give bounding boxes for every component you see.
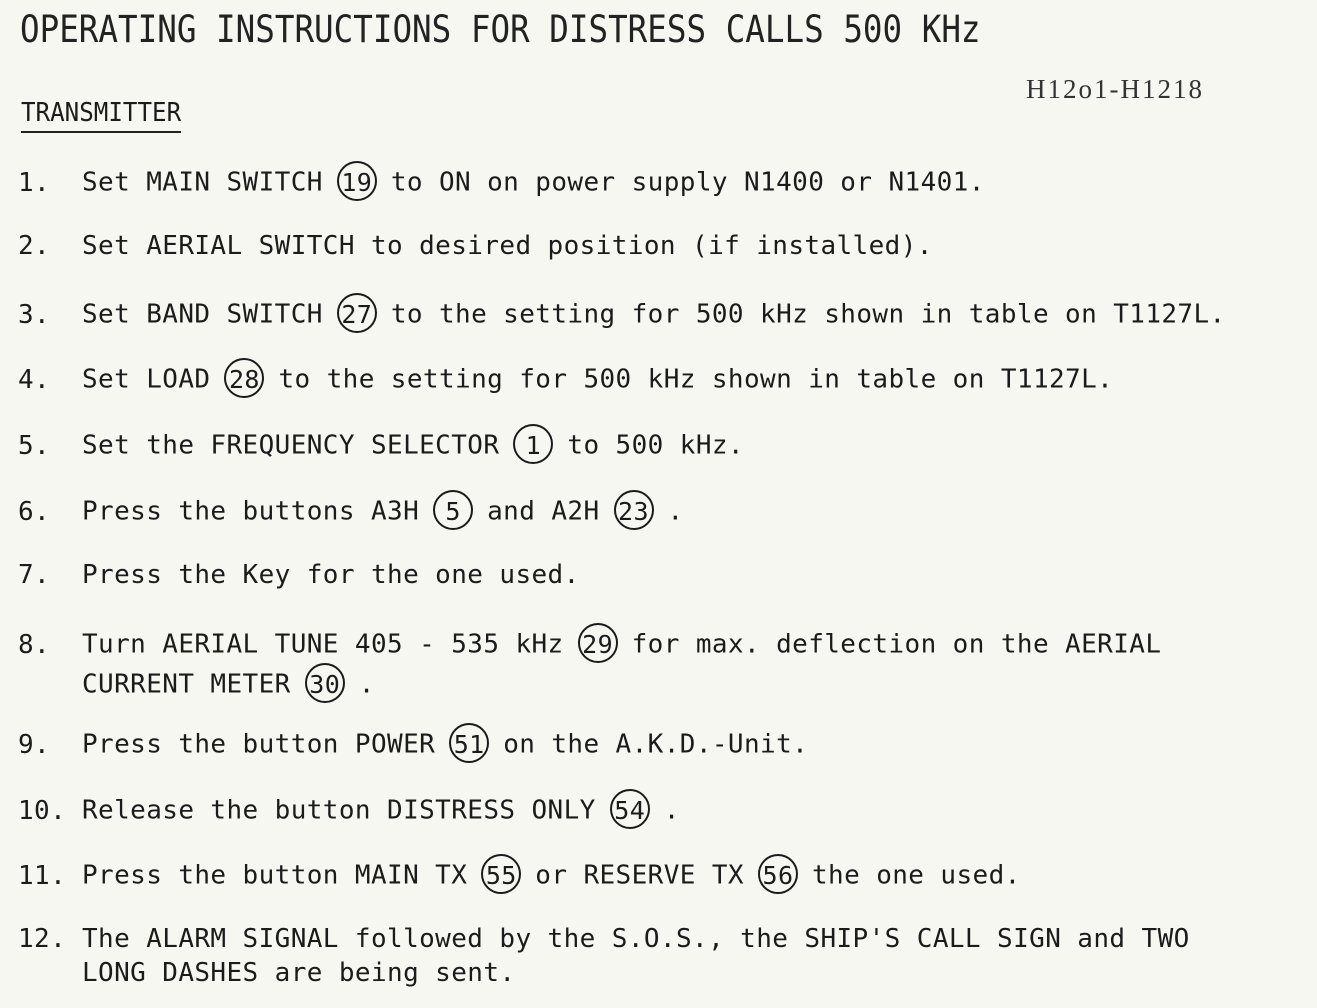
step-2 xyxy=(18,229,933,263)
step-text: Set the FREQUENCY SELECTOR xyxy=(82,430,500,461)
step-text: Set LOAD xyxy=(82,364,211,395)
step-text: . xyxy=(358,669,375,700)
step-text: Set AERIAL SWITCH to desired position (if installed). xyxy=(82,231,933,261)
step-text: to the setting for 500 kHz shown in table on T1127L. xyxy=(390,299,1226,330)
step-text: Set BAND SWITCH xyxy=(82,299,323,330)
step-9 xyxy=(18,725,808,765)
step-number: 1. xyxy=(18,167,51,198)
step-number: 4. xyxy=(18,364,51,395)
step-number: 7. xyxy=(18,560,51,590)
step-number: 3. xyxy=(18,299,51,330)
step-continuation xyxy=(18,665,1161,705)
step-number: 12. xyxy=(18,924,67,954)
step-number: 11. xyxy=(18,860,67,891)
step-text: Turn AERIAL TUNE 405 - 535 kHz xyxy=(82,629,564,660)
step-text: Press the Key for the one used. xyxy=(82,560,580,590)
step-text: on the A.K.D.-Unit. xyxy=(503,729,809,760)
step-number: 5. xyxy=(18,430,51,461)
step-text: . xyxy=(663,795,680,826)
step-text: Press the button MAIN TX xyxy=(82,860,468,891)
step-text: LONG DASHES are being sent. xyxy=(82,958,516,988)
page-title: OPERATING INSTRUCTIONS FOR DISTRESS CALLS 500 KHz xyxy=(20,8,981,51)
step-text: Set MAIN SWITCH xyxy=(82,167,323,198)
step-number: 2. xyxy=(18,231,51,261)
step-text: The ALARM SIGNAL followed by the S.O.S., the SHIP'S CALL SIGN and TWO xyxy=(82,924,1190,954)
step-text: the one used. xyxy=(811,860,1021,891)
step-3 xyxy=(18,295,1226,335)
step-number: 9. xyxy=(18,729,51,760)
step-text: Press the buttons A3H xyxy=(82,496,420,527)
step-text: to ON on power supply N1400 or N1401. xyxy=(390,167,985,198)
step-4 xyxy=(18,360,1113,400)
step-continuation xyxy=(18,956,1190,990)
step-text: to 500 kHz. xyxy=(567,430,744,461)
step-5 xyxy=(18,426,744,466)
step-text: Press the button POWER xyxy=(82,729,436,760)
step-text: for max. deflection on the AERIAL xyxy=(631,629,1162,660)
control-number-badge: 1 xyxy=(513,424,553,464)
control-number-badge: 54 xyxy=(610,789,650,829)
step-10 xyxy=(18,791,680,831)
step-text: and A2H xyxy=(487,496,600,527)
control-number-badge: 29 xyxy=(578,623,618,663)
step-number: 8. xyxy=(18,629,51,660)
step-12 xyxy=(18,922,1190,990)
step-text: Release the button DISTRESS ONLY xyxy=(82,795,596,826)
section-heading: TRANSMITTER xyxy=(21,98,181,133)
step-text: CURRENT METER xyxy=(82,669,291,700)
step-text: to the setting for 500 kHz shown in table on T1127L. xyxy=(278,364,1114,395)
step-text: or RESERVE TX xyxy=(535,860,744,891)
step-number: 6. xyxy=(18,496,51,527)
step-7 xyxy=(18,558,580,592)
step-11 xyxy=(18,856,1021,896)
control-number-badge: 5 xyxy=(433,490,473,530)
control-number-badge: 28 xyxy=(224,358,264,398)
control-number-badge: 51 xyxy=(449,723,489,763)
step-6 xyxy=(18,492,684,532)
document-code: H12o1-H1218 xyxy=(1026,74,1204,104)
control-number-badge: 55 xyxy=(481,854,521,894)
control-number-badge: 23 xyxy=(614,490,654,530)
control-number-badge: 27 xyxy=(337,293,377,333)
control-number-badge: 30 xyxy=(305,663,345,703)
control-number-badge: 56 xyxy=(758,854,798,894)
control-number-badge: 19 xyxy=(337,161,377,201)
step-8 xyxy=(18,625,1161,705)
step-number: 10. xyxy=(18,795,67,826)
step-1 xyxy=(18,163,985,203)
step-text: . xyxy=(667,496,684,527)
